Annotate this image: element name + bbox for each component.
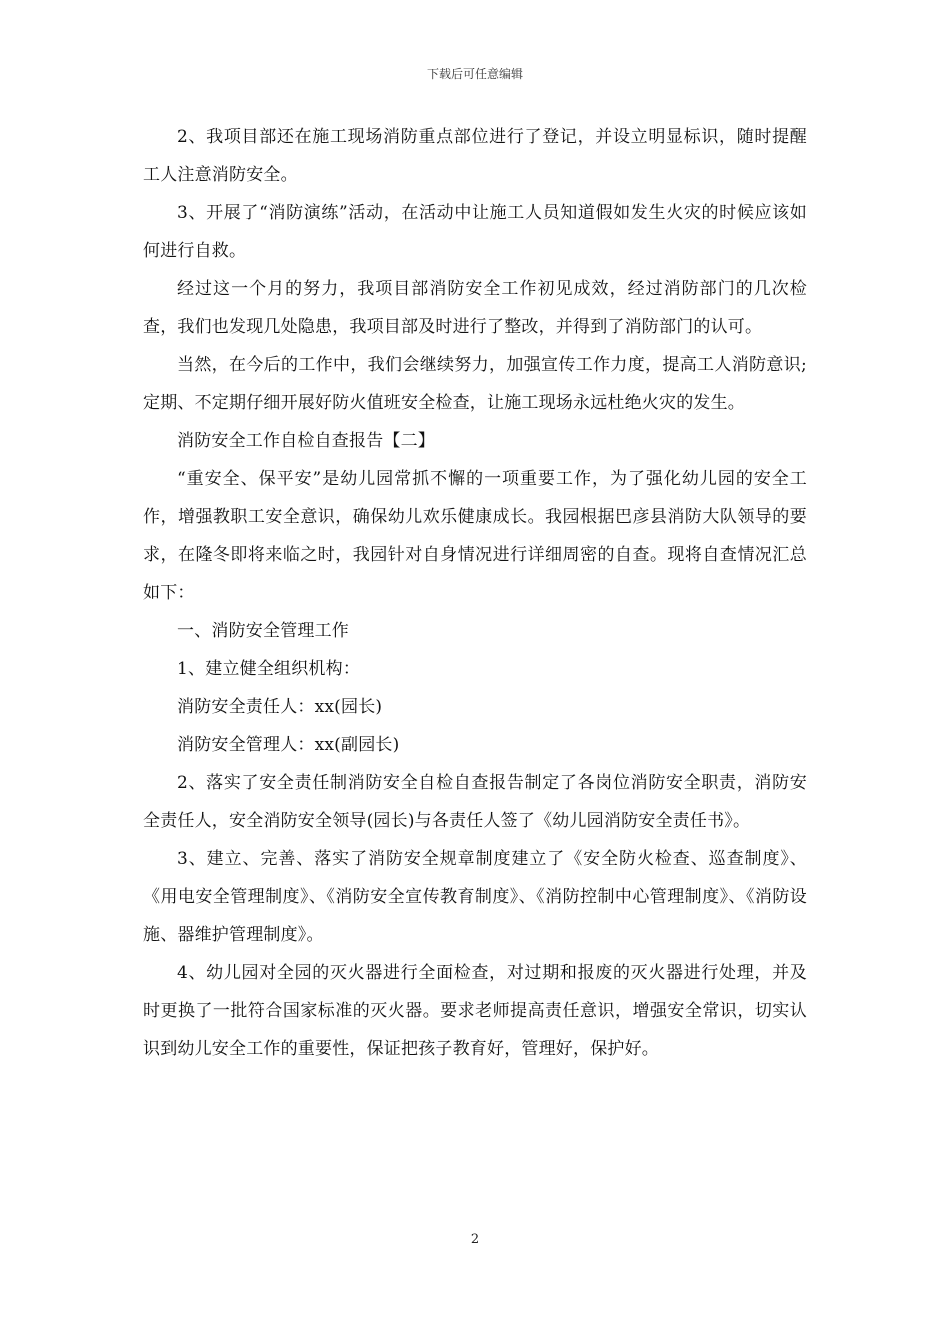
- paragraph: 3、开展了“消防演练”活动，在活动中让施工人员知道假如发生火灾的时候应该如何进行自救。: [143, 203, 807, 261]
- paragraph: 2、落实了安全责任制消防安全自检自查报告制定了各岗位消防安全职责，消防安全责任人，安全消防安全领导(园长)与各责任人签了《幼儿园消防安全责任书》。: [143, 773, 807, 831]
- paragraph: 经过这一个月的努力，我项目部消防安全工作初见成效，经过消防部门的几次检查，我们也发现几处隐患，我项目部及时进行了整改，并得到了消防部门的认可。: [143, 279, 807, 337]
- paragraph: 2、我项目部还在施工现场消防重点部位进行了登记，并设立明显标识，随时提醒工人注意消防安全。: [143, 127, 807, 185]
- section-title: 消防安全工作自检自查报告【二】: [177, 431, 435, 451]
- paragraph: 消防安全管理人：xx(副园长): [177, 735, 400, 755]
- paragraph: 4、幼儿园对全园的灭火器进行全面检查，对过期和报废的灭火器进行处理，并及时更换了一批符合国家标准的灭火器。要求老师提高责任意识，增强安全常识，切实认识到幼儿安全工作的重要性，保证把孩子教育好，管理好，保护好。: [143, 963, 807, 1059]
- subsection-title: 一、消防安全管理工作: [177, 621, 349, 641]
- paragraph: 当然，在今后的工作中，我们会继续努力，加强宣传工作力度，提高工人消防意识;定期、不定期仔细开展好防火值班安全检查，让施工现场永远杜绝火灾的发生。: [143, 355, 807, 413]
- paragraph: 3、建立、完善、落实了消防安全规章制度建立了《安全防火检查、巡查制度》、《用电安全管理制度》、《消防安全宣传教育制度》、《消防控制中心管理制度》、《消防设施、器维护管理制度》。: [143, 849, 807, 945]
- document-body: [143, 118, 807, 1068]
- paragraph: 1、建立健全组织机构：: [177, 659, 361, 679]
- paragraph: “重安全、保平安”是幼儿园常抓不懈的一项重要工作，为了强化幼儿园的安全工作，增强教职工安全意识，确保幼儿欢乐健康成长。我园根据巴彦县消防大队领导的要求，在隆冬即将来临之时，我园针对自身情况进行详细周密的自查。现将自查情况汇总如下：: [143, 469, 807, 603]
- page-number: 2: [470, 1232, 480, 1247]
- paragraph: 消防安全责任人：xx(园长): [177, 697, 383, 717]
- page-header: 下载后可任意编辑: [426, 67, 523, 81]
